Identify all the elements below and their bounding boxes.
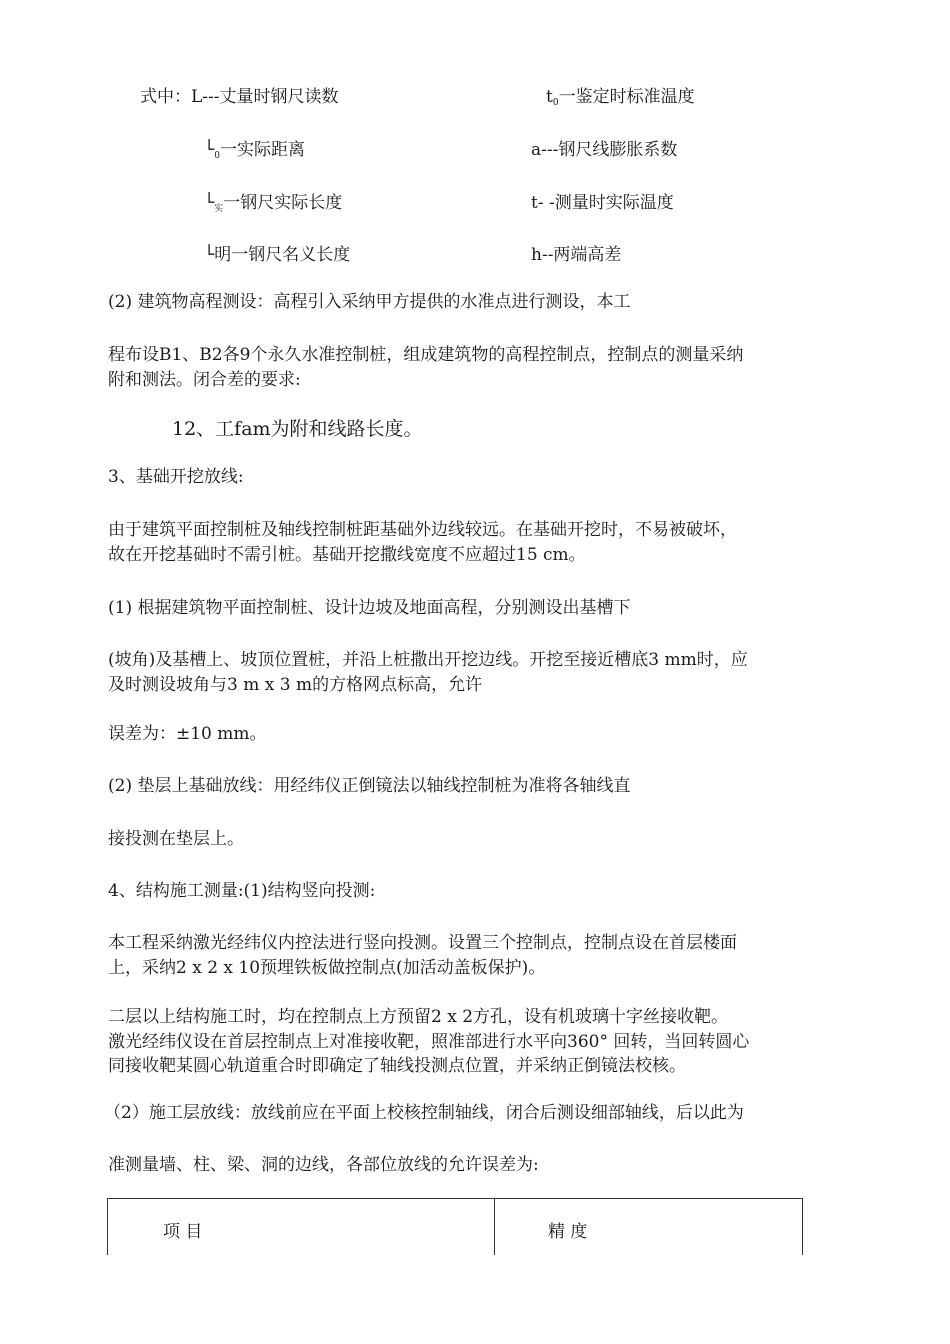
section-heading-structure: 4、结构施工测量:(1)结构竖向投测: <box>108 881 376 901</box>
paragraph-benchmark-line-2: 附和测法。闭合差的要求: <box>108 370 301 390</box>
tolerance-table <box>107 1198 803 1255</box>
legend-symbol: t <box>546 87 553 107</box>
legend-right-1 <box>546 85 695 115</box>
paragraph-elevation-survey: (2) 建筑物高程测设：高程引入采纳甲方提供的水准点进行测设，本工 <box>108 292 631 312</box>
paragraph-layout-line-1: （2）施工层放线：放线前应在平面上校核控制轴线，闭合后测设细部轴线，后以此为 <box>104 1103 744 1123</box>
paragraph-upper-floors-line-3: 同接收靶某圆心轨道重合时即确定了轴线投测点位置，并采纳正倒镜法校核。 <box>108 1056 686 1076</box>
table-header-item: 项 目 <box>163 1222 203 1242</box>
legend-subscript: 0 <box>552 98 559 108</box>
legend-left-3 <box>204 191 342 221</box>
legend-symbol: └ <box>204 140 215 160</box>
paragraph-upper-floors-line-1: 二层以上结构施工时，均在控制点上方预留2 x 2方孔，设有机玻璃十字丝接收靶。 <box>108 1007 729 1027</box>
section-heading-foundation: 3、基础开挖放线: <box>108 467 244 487</box>
paragraph-route-length: 12、工fam为附和线路长度。 <box>172 418 423 440</box>
legend-right-2: a---钢尺线膨胀系数 <box>531 140 678 160</box>
legend-text: 一钢尺实际长度 <box>223 193 343 213</box>
paragraph-control-piles: (1) 根据建筑物平面控制桩、设计边坡及地面高程，分别测设出基槽下 <box>108 598 631 618</box>
legend-left-1: 式中：L---丈量时钢尺读数 <box>140 87 339 107</box>
paragraph-benchmark-line-1: 程布设B1、B2各9个永久水准控制桩，组成建筑物的高程控制点，控制点的测量采纳 <box>108 345 744 365</box>
legend-symbol: └ <box>204 245 215 265</box>
paragraph-laser-line-1: 本工程采纳激光经纬仪内控法进行竖向投测。设置三个控制点，控制点设在首层楼面 <box>108 933 737 953</box>
paragraph-cushion-layer-cont: 接投测在垫层上。 <box>108 829 244 849</box>
legend-right-4: h--两端高差 <box>531 245 622 265</box>
legend-text: 明一钢尺名义长度 <box>214 245 351 265</box>
legend-left-2 <box>204 138 305 168</box>
paragraph-slope-line-1: (坡角)及基槽上、坡顶位置桩，并沿上桩撒出开挖边线。开挖至接近槽底3 mm时，应 <box>108 650 748 670</box>
paragraph-foundation-line-1: 由于建筑平面控制桩及轴线控制桩距基础外边线较远。在基础开挖时，不易被破坏， <box>108 520 737 540</box>
paragraph-laser-line-2: 上，采纳2 x 2 x 10预埋铁板做控制点(加活动盖板保护)。 <box>108 958 546 978</box>
legend-subscript: 0 <box>214 151 220 161</box>
legend-symbol: └ <box>204 193 215 213</box>
legend-text: 一鉴定时标准温度 <box>558 87 695 107</box>
paragraph-upper-floors-line-2: 激光经纬仪设在首层控制点上对准接收靶，照准部进行水平向360° 回转，当回转圆心 <box>108 1032 750 1052</box>
legend-subscript: 实 <box>214 204 224 214</box>
table-column-divider <box>494 1199 495 1255</box>
paragraph-cushion-layer: (2) 垫层上基础放线：用经纬仪正倒镜法以轴线控制桩为准将各轴线直 <box>108 776 631 796</box>
paragraph-slope-line-2: 及时测设坡角与3 m x 3 m的方格网点标高，允许 <box>108 675 483 695</box>
table-header-precision: 精 度 <box>548 1222 588 1242</box>
legend-left-4 <box>204 243 350 267</box>
paragraph-layout-line-2: 准测量墙、柱、梁、洞的边线，各部位放线的允许误差为: <box>108 1155 539 1175</box>
legend-right-3: t- -测量时实际温度 <box>531 193 674 213</box>
paragraph-tolerance: 误差为：±10 mm。 <box>108 724 267 744</box>
paragraph-foundation-line-2: 故在开挖基础时不需引桩。基础开挖撒线宽度不应超过15 cm。 <box>108 545 586 565</box>
legend-text: 一实际距离 <box>219 140 305 160</box>
